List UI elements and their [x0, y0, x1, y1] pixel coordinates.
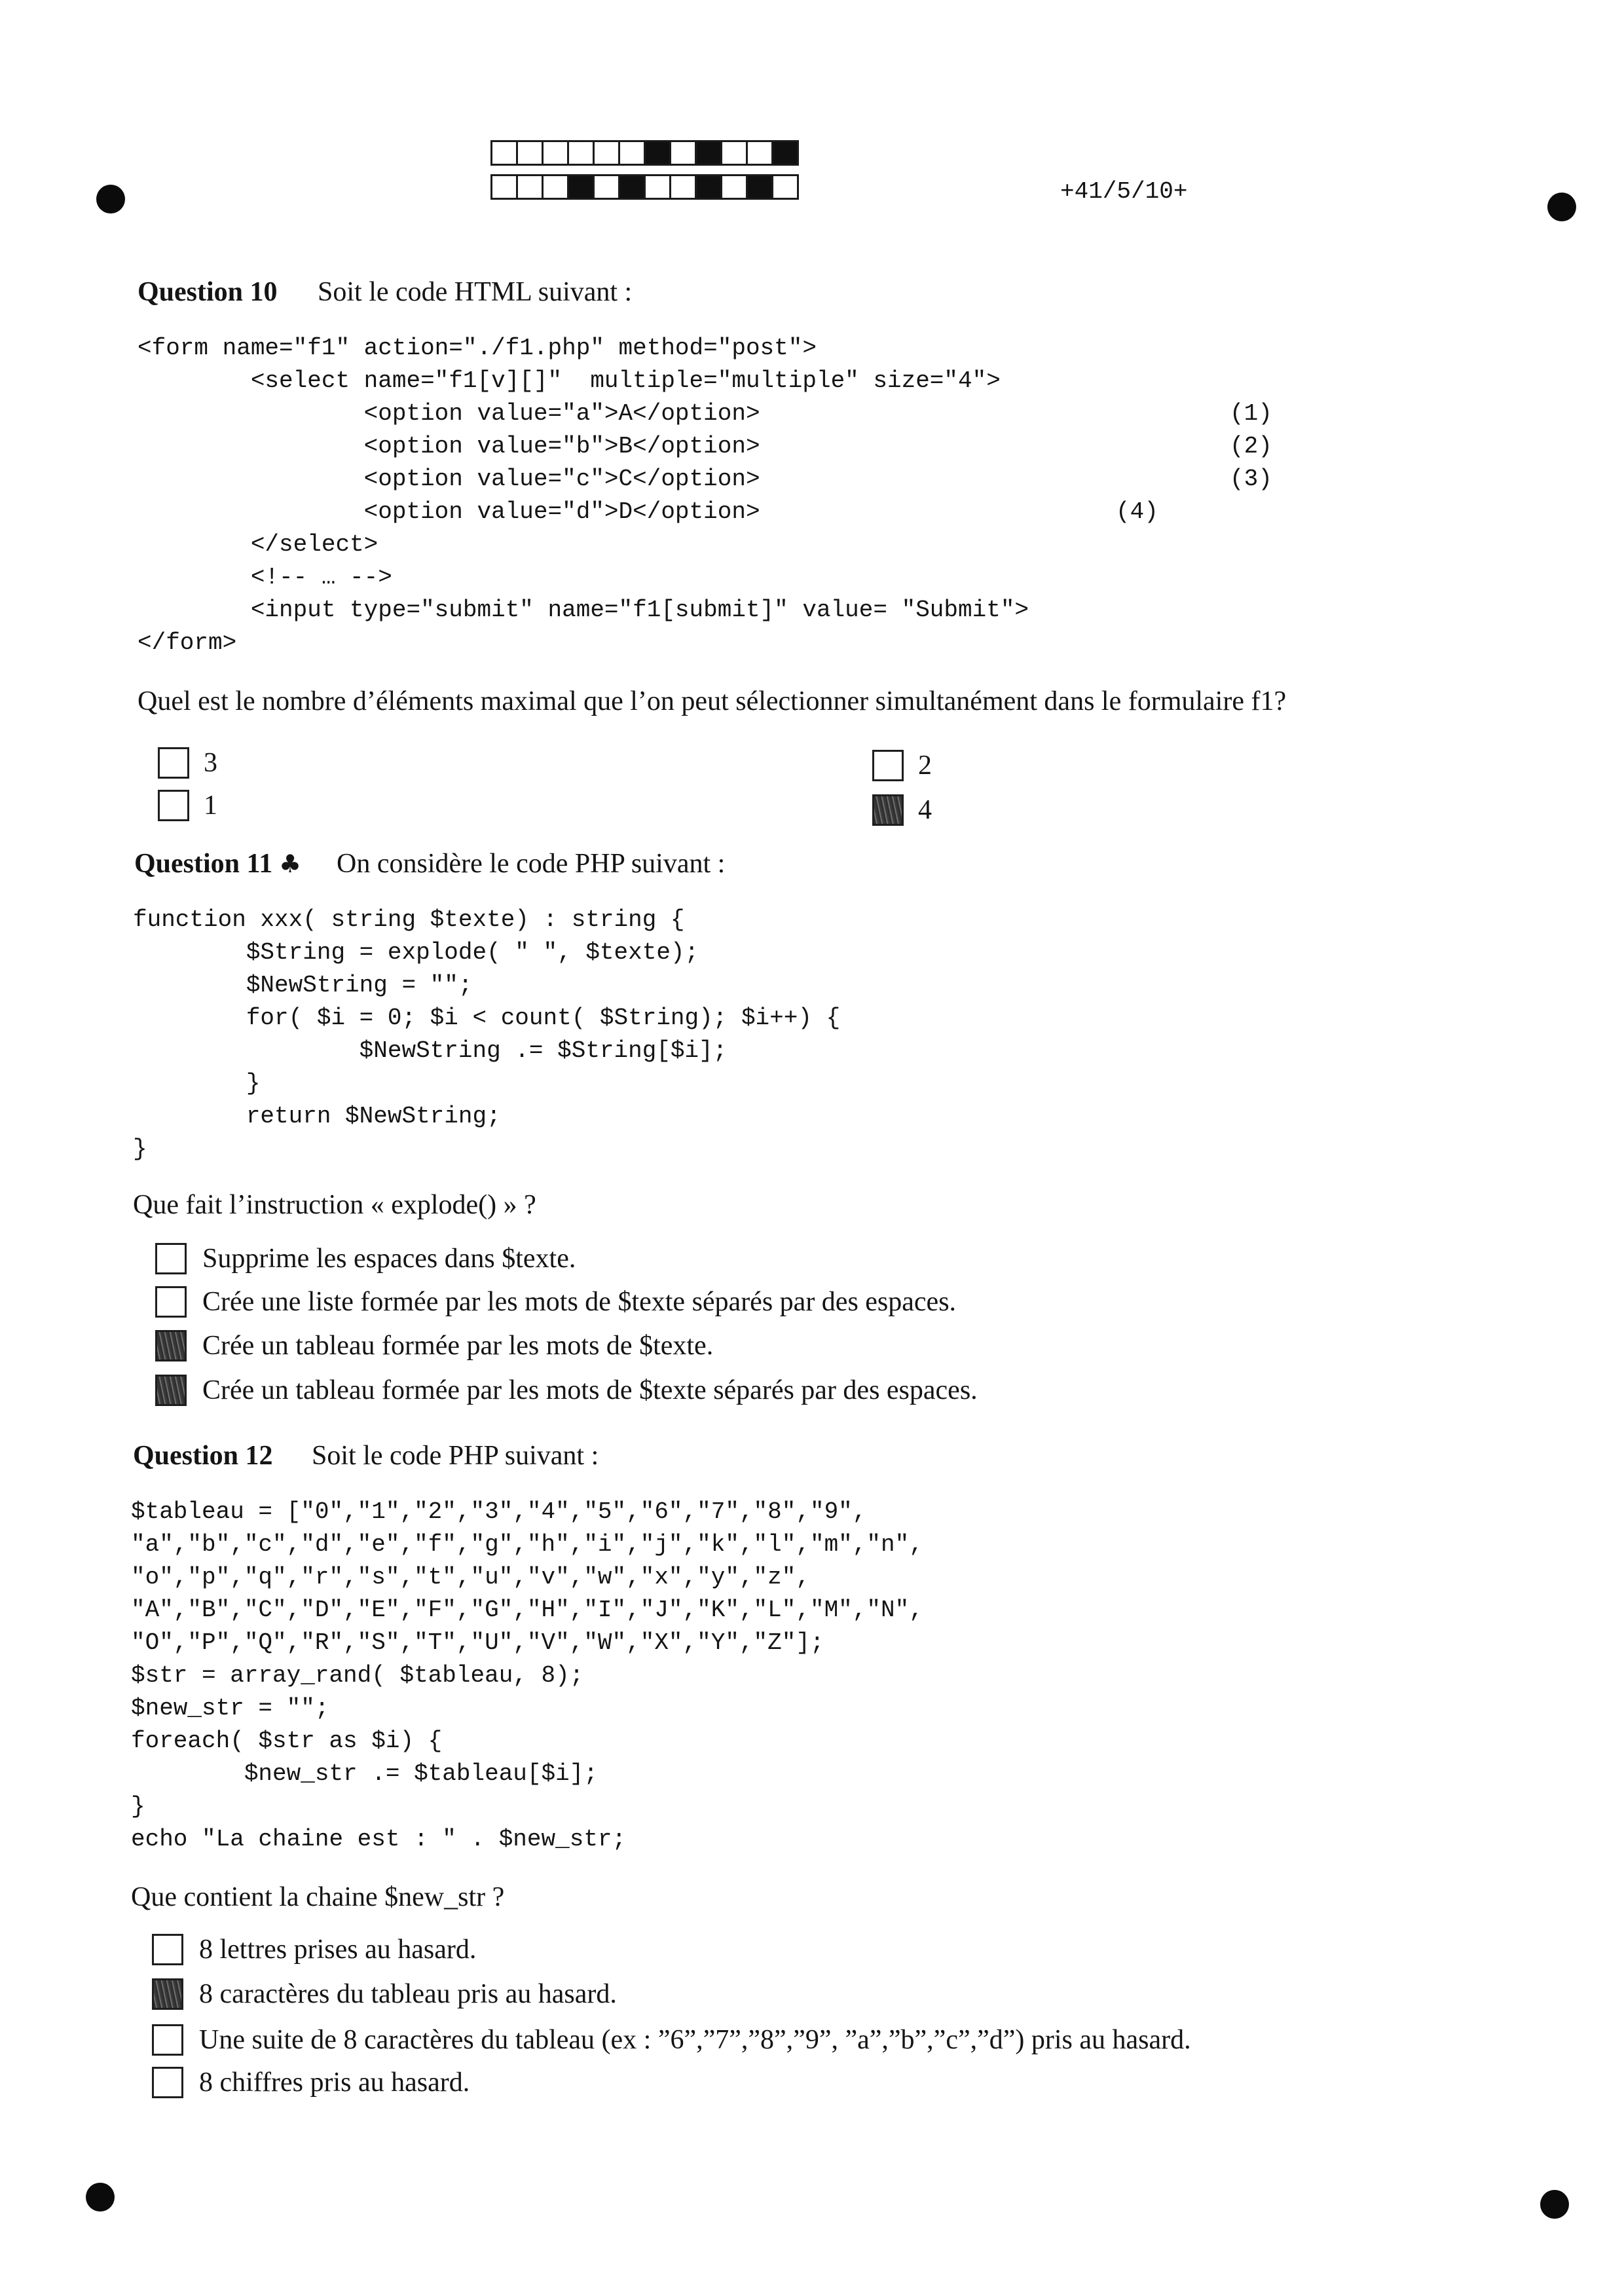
code-line: <option value="c">C</option>	[138, 466, 760, 492]
code-line: <option value="d">D</option>	[138, 498, 760, 525]
answer-label: 4	[918, 795, 932, 825]
code-line: $NewString = "";	[133, 972, 473, 999]
code-line: $str = array_rand( $tableau, 8);	[131, 1662, 584, 1689]
code-line: <option value="b">B</option>	[138, 433, 760, 460]
question-label: Question 12	[133, 1441, 273, 1471]
code-line: foreach( $str as $i) {	[131, 1728, 443, 1754]
answer-label: 2	[918, 750, 932, 781]
code-line: </select>	[138, 531, 378, 558]
code-line: function xxx( string $texte) : string {	[133, 906, 685, 933]
barcode-cell	[746, 174, 773, 200]
barcode-cell	[567, 174, 595, 200]
code-line: </form>	[138, 629, 237, 656]
barcode-cell	[644, 140, 671, 166]
barcode-row	[490, 174, 799, 200]
code-line: }	[131, 1793, 145, 1820]
code-line: for( $i = 0; $i < count( $String); $i++) {	[133, 1005, 841, 1031]
code-line: "a","b","c","d","e","f","g","h","i","j","k","l","m","n",	[131, 1531, 923, 1558]
code-line: "A","B","C","D","E","F","G","H","I","J","K","L","M","N",	[131, 1597, 923, 1623]
code-line: $new_str = "";	[131, 1695, 329, 1722]
code-note: (4)	[1116, 498, 1158, 525]
question-text: Quel est le nombre d’éléments maximal que l’on peut sélectionner simultanément dans le formulaire f1?	[138, 686, 1287, 716]
answer-checkbox[interactable]	[155, 1286, 187, 1318]
code-line: "o","p","q","r","s","t","u","v","w","x","y","z",	[131, 1564, 810, 1591]
code-line: echo "La chaine est : " . $new_str;	[131, 1826, 627, 1853]
code-line: <select name="f1[v][]" multiple="multiple" size="4">	[138, 367, 1001, 394]
answer-checkbox[interactable]	[152, 1934, 183, 1965]
answer-label: 8 chiffres pris au hasard.	[199, 2067, 470, 2098]
answer-checkbox[interactable]	[155, 1243, 187, 1274]
answer-checkbox[interactable]	[152, 1978, 183, 2010]
answer-checkbox[interactable]	[152, 2024, 183, 2056]
answer-checkbox[interactable]	[872, 750, 904, 781]
club-icon: ♣	[279, 849, 302, 878]
code-line: <!-- … -->	[138, 564, 392, 591]
code-line: $new_str .= $tableau[$i];	[131, 1760, 598, 1787]
code-note: (2)	[1230, 433, 1272, 460]
barcode-cell	[567, 140, 595, 166]
answer-label: Crée un tableau formée par les mots de $texte séparés par des espaces.	[202, 1375, 978, 1405]
barcode-cell	[593, 174, 620, 200]
code-note: (3)	[1230, 466, 1272, 492]
registration-mark-top-left	[96, 185, 125, 213]
answer-label: 3	[204, 748, 217, 778]
barcode-cell	[720, 174, 748, 200]
barcode-cell	[490, 140, 518, 166]
barcode-cell	[593, 140, 620, 166]
answer-label: 8 caractères du tableau pris au hasard.	[199, 1979, 617, 2009]
answer-checkbox[interactable]	[155, 1375, 187, 1406]
answer-checkbox[interactable]	[152, 2067, 183, 2098]
code-block	[131, 1496, 923, 1856]
code-line: <form name="f1" action="./f1.php" method="post">	[138, 335, 817, 361]
answer-checkbox[interactable]	[872, 794, 904, 826]
code-line: <input type="submit" name="f1[submit]" value= "Submit">	[138, 597, 1029, 623]
answer-label: Une suite de 8 caractères du tableau (ex : ”6”,”7”,”8”,”9”, ”a”,”b”,”c”,”d”) pris au hasard.	[199, 2025, 1191, 2055]
code-block	[138, 332, 1029, 659]
question-intro: Soit le code PHP suivant :	[312, 1441, 599, 1471]
barcode-cell	[720, 140, 748, 166]
registration-mark-bottom-right	[1540, 2190, 1569, 2219]
code-line: return $NewString;	[133, 1103, 501, 1130]
barcode-cell	[771, 174, 799, 200]
code-note: (1)	[1230, 400, 1272, 427]
barcode-cell	[695, 140, 722, 166]
code-line: $tableau = ["0","1","2","3","4","5","6","7","8","9",	[131, 1498, 867, 1525]
question-intro: Soit le code HTML suivant :	[318, 277, 633, 307]
question-label: Question 10	[138, 277, 278, 307]
barcode-cell	[516, 140, 544, 166]
barcode-cell	[516, 174, 544, 200]
answer-checkbox[interactable]	[158, 790, 189, 821]
barcode-cell	[490, 174, 518, 200]
barcode-cell	[542, 140, 569, 166]
code-line: $String = explode( " ", $texte);	[133, 939, 699, 966]
barcode-cell	[618, 140, 646, 166]
question-text: Que fait l’instruction « explode() » ?	[133, 1190, 536, 1220]
barcode-cell	[618, 174, 646, 200]
answer-label: Crée une liste formée par les mots de $texte séparés par des espaces.	[202, 1287, 957, 1317]
barcode-cell	[771, 140, 799, 166]
barcode-cell	[669, 174, 697, 200]
question-label: Question 11	[134, 849, 273, 879]
code-line: }	[133, 1070, 261, 1097]
question-intro: On considère le code PHP suivant :	[337, 849, 726, 879]
code-line: $NewString .= $String[$i];	[133, 1037, 728, 1064]
answer-label: 8 lettres prises au hasard.	[199, 1935, 477, 1965]
barcode-cell	[746, 140, 773, 166]
barcode-cell	[644, 174, 671, 200]
barcode-row	[490, 140, 799, 166]
barcode-cell	[542, 174, 569, 200]
answer-checkbox[interactable]	[155, 1330, 187, 1361]
code-line: <option value="a">A</option>	[138, 400, 760, 427]
barcode-cell	[669, 140, 697, 166]
code-block	[133, 904, 840, 1166]
answer-label: 1	[204, 790, 217, 821]
page-id: +41/5/10+	[1060, 178, 1188, 205]
answer-label: Supprime les espaces dans $texte.	[202, 1244, 576, 1274]
barcode-cell	[695, 174, 722, 200]
question-text: Que contient la chaine $new_str ?	[131, 1882, 505, 1912]
registration-mark-top-right	[1547, 193, 1576, 221]
code-line: "O","P","Q","R","S","T","U","V","W","X","Y","Z"];	[131, 1629, 824, 1656]
answer-label: Crée un tableau formée par les mots de $texte.	[202, 1331, 714, 1361]
registration-mark-bottom-left	[86, 2183, 115, 2212]
code-line: }	[133, 1136, 147, 1162]
answer-checkbox[interactable]	[158, 747, 189, 779]
